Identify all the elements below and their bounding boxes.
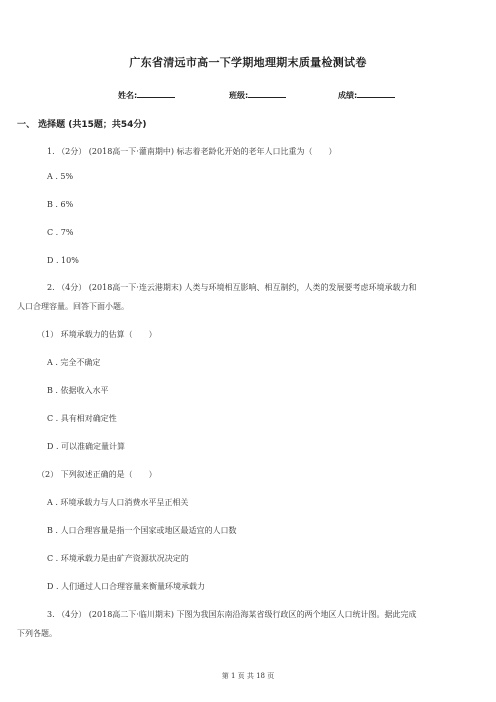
question-2-stem-line2: 人口合理容量。回答下面小题。	[17, 302, 129, 311]
q2-sub1-option-a: A . 完全不确定	[47, 358, 101, 367]
q2-sub1-stem: （1） 环境承载力的估算（ ）	[37, 330, 157, 339]
question-2-stem-line1: 2. （4分） (2018高一下·连云港期末) 人类与环境相互影响、相互制约，人类的发展要考虑环境承载力和	[47, 283, 417, 292]
section-heading: 一、 选择题 (共15题；共54分)	[17, 120, 147, 130]
q2-sub1-option-b: B . 依据收入水平	[47, 386, 109, 395]
name-label: 姓名:	[118, 91, 138, 100]
class-label: 班级:	[229, 91, 249, 100]
page-footer: 第 1 页 共 18 页	[221, 672, 275, 680]
score-blank	[357, 89, 395, 98]
q1-option-b: B . 6%	[47, 200, 74, 209]
name-blank	[137, 89, 175, 98]
q1-option-c: C . 7%	[47, 228, 74, 237]
name-field	[118, 89, 175, 101]
q1-option-d: D . 10%	[47, 256, 79, 265]
q2-sub2-option-d: D . 人们通过人口合理容量来衡量环境承载力	[47, 582, 206, 591]
q2-sub1-option-d: D . 可以准确定量计算	[47, 442, 126, 451]
question-1-stem: 1. （2分） (2018高一下·灌南期中) 标志着老龄化开始的老年人口比重为（ ）	[47, 147, 337, 156]
question-3-stem-line2: 下列各题。	[17, 629, 57, 638]
q1-option-a: A . 5%	[47, 172, 74, 181]
q2-sub2-option-a: A . 环境承载力与人口消费水平呈正相关	[47, 498, 189, 507]
q2-sub1-option-c: C . 具有相对确定性	[47, 414, 117, 423]
score-label: 成绩:	[338, 91, 358, 100]
score-field	[338, 89, 395, 101]
class-blank	[248, 89, 286, 98]
q2-sub2-option-c: C . 环境承载力是由矿产资源状况决定的	[47, 554, 189, 563]
class-field	[229, 89, 286, 101]
q2-sub2-option-b: B . 人口合理容量是指一个国家或地区最适宜的人口数	[47, 526, 237, 535]
page-title: 广东省清远市高一下学期地理期末质量检测试卷	[129, 56, 367, 69]
q2-sub2-stem: （2） 下列叙述正确的是（ ）	[37, 470, 157, 479]
question-3-stem-line1: 3. （4分） (2018高二下·临川期末) 下图为我国东南沿海某省级行政区的两个地区人口统计图。据此完成	[47, 610, 417, 619]
